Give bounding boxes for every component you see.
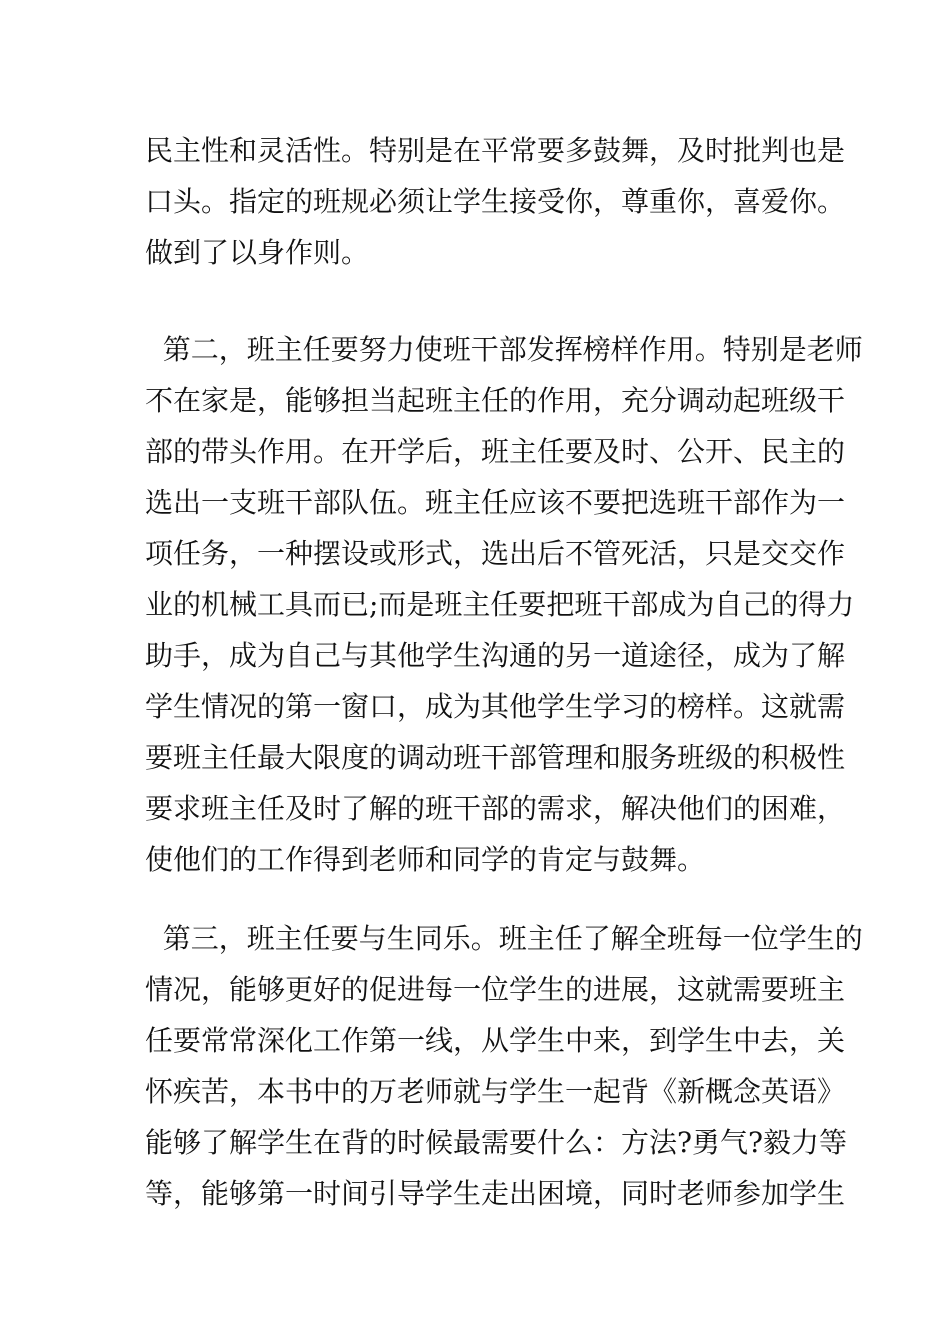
text-line: 业的机械工具而已;而是班主任要把班干部成为自己的得力 — [145, 588, 855, 621]
text-line: 民主性和灵活性。特别是在平常要多鼓舞，及时批判也是 — [145, 134, 846, 167]
text-line: 要求班主任及时了解的班干部的需求，解决他们的困难， — [145, 792, 846, 825]
text-line: 不在家是，能够担当起班主任的作用，充分调动起班级干 — [145, 384, 846, 417]
text-line: 任要常常深化工作第一线，从学生中来，到学生中去，关 — [145, 1024, 846, 1057]
text-line: 口头。指定的班规必须让学生接受你，尊重你，喜爱你。 — [145, 185, 846, 218]
text-line: 项任务，一种摆设或形式，选出后不管死活，只是交交作 — [145, 537, 846, 570]
text-line: 第三，班主任要与生同乐。班主任了解全班每一位学生的 — [145, 922, 863, 955]
text-line: 第二，班主任要努力使班干部发挥榜样作用。特别是老师 — [145, 333, 863, 366]
text-line: 助手，成为自己与其他学生沟通的另一道途径，成为了解 — [145, 639, 846, 672]
text-line: 使他们的工作得到老师和同学的肯定与鼓舞。 — [145, 843, 706, 876]
paragraph-3 — [145, 913, 863, 1219]
text-line: 做到了以身作则。 — [145, 236, 370, 269]
text-line: 学生情况的第一窗口，成为其他学生学习的榜样。这就需 — [145, 690, 846, 723]
paragraph-2 — [145, 324, 863, 885]
text-line: 选出一支班干部队伍。班主任应该不要把选班干部作为一 — [145, 486, 846, 519]
text-line: 要班主任最大限度的调动班干部管理和服务班级的积极性 — [145, 741, 846, 774]
text-line: 怀疾苦，本书中的万老师就与学生一起背《新概念英语》 — [145, 1075, 846, 1108]
text-line: 等，能够第一时间引导学生走出困境，同时老师参加学生 — [145, 1177, 846, 1210]
paragraph-1 — [145, 125, 846, 278]
text-line: 情况，能够更好的促进每一位学生的进展，这就需要班主 — [145, 973, 846, 1006]
text-line: 部的带头作用。在开学后，班主任要及时、公开、民主的 — [145, 435, 846, 468]
text-line: 能够了解学生在背的时候最需要什么：方法?勇气?毅力等 — [145, 1126, 848, 1159]
